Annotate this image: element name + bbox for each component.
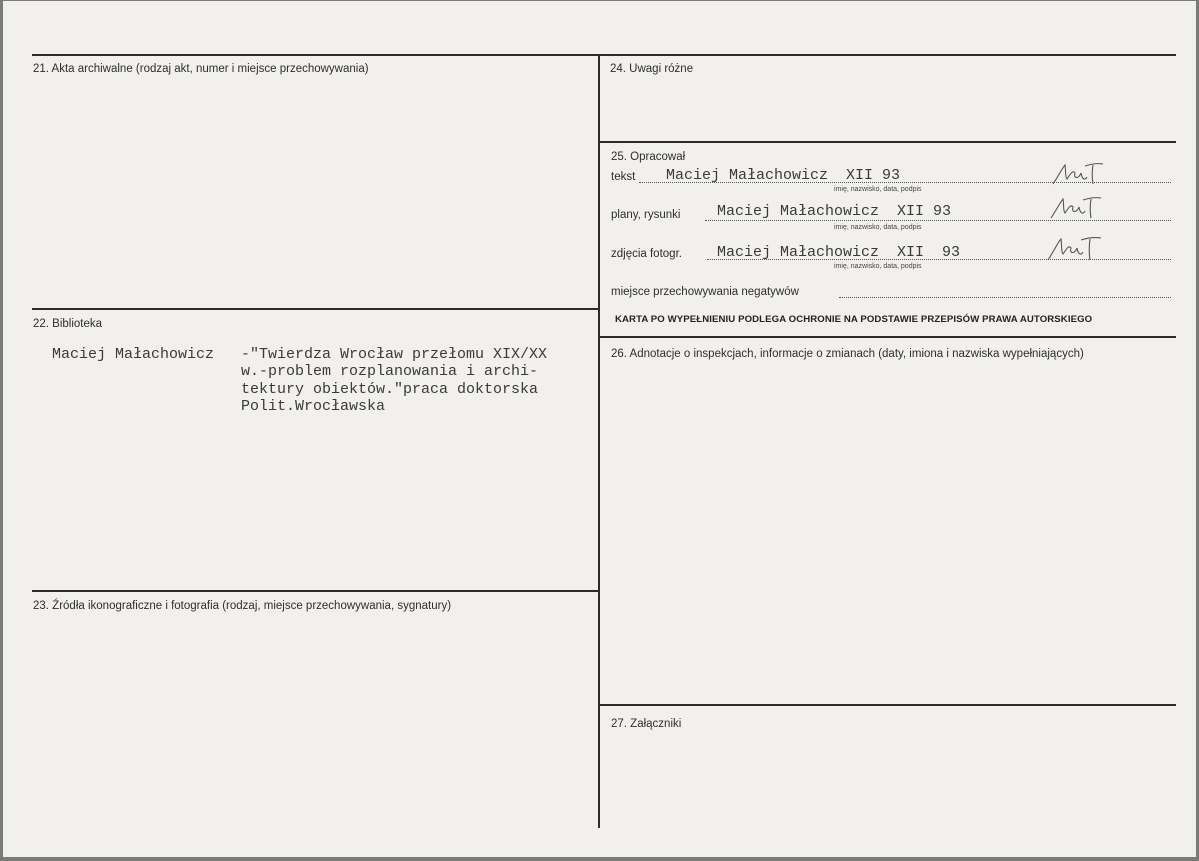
rule-26-27 xyxy=(599,704,1176,706)
negatives-line xyxy=(839,297,1171,298)
row-tekst-value: Maciej Małachowicz XII 93 xyxy=(666,167,901,184)
row-tekst-label: tekst xyxy=(611,171,636,183)
negatives-label: miejsce przechowywania negatywów xyxy=(611,286,799,298)
row-zdjecia-label: zdjęcia fotogr. xyxy=(611,248,682,260)
rule-22-23 xyxy=(32,590,599,592)
signature-plany xyxy=(1049,195,1105,221)
library-entry-line-4: Polit.Wrocławska xyxy=(241,398,386,415)
rule-24-25 xyxy=(599,141,1176,143)
center-divider xyxy=(598,54,600,828)
row-zdjecia-caption: imię, nazwisko, data, podpis xyxy=(834,263,922,270)
library-entry-line-2: w.-problem rozplanowania i archi- xyxy=(241,363,539,380)
library-entry-line-1: -"Twierdza Wrocław przełomu XIX/XX xyxy=(241,346,548,363)
row-plany-label: plany, rysunki xyxy=(611,209,681,221)
section-21-label: 21. Akta archiwalne (rodzaj akt, numer i miejsce przechowywania) xyxy=(33,63,369,75)
signature-zdjecia xyxy=(1046,235,1104,263)
section-27-label: 27. Załączniki xyxy=(611,718,682,730)
library-author: Maciej Małachowicz xyxy=(52,346,215,363)
section-26-label: 26. Adnotacje o inspekcjach, informacje o zmianach (daty, imiona i nazwiska wypełniających) xyxy=(611,348,1084,360)
signature-tekst xyxy=(1051,161,1107,187)
rule-21-22 xyxy=(32,308,599,310)
row-plany-value: Maciej Małachowicz XII 93 xyxy=(717,203,952,220)
section-23-label: 23. Źródła ikonograficzne i fotografia (rodzaj, miejsce przechowywania, sygnatury) xyxy=(33,600,452,612)
row-plany-caption: imię, nazwisko, data, podpis xyxy=(834,224,922,231)
copyright-notice: KARTA PO WYPEŁNIENIU PODLEGA OCHRONIE NA PODSTAWIE PRZEPISÓW PRAWA AUTORSKIEGO xyxy=(615,314,1093,325)
section-22-label: 22. Biblioteka xyxy=(33,318,103,330)
top-rule xyxy=(32,54,1176,56)
record-card xyxy=(3,1,1196,857)
section-24-label: 24. Uwagi różne xyxy=(610,63,694,75)
section-25-label: 25. Opracował xyxy=(611,151,686,163)
rule-25-26 xyxy=(599,336,1176,338)
row-zdjecia-value: Maciej Małachowicz XII 93 xyxy=(717,244,961,261)
library-entry-line-3: tektury obiektów."praca doktorska xyxy=(241,381,539,398)
row-tekst-caption: imię, nazwisko, data, podpis xyxy=(834,186,922,193)
